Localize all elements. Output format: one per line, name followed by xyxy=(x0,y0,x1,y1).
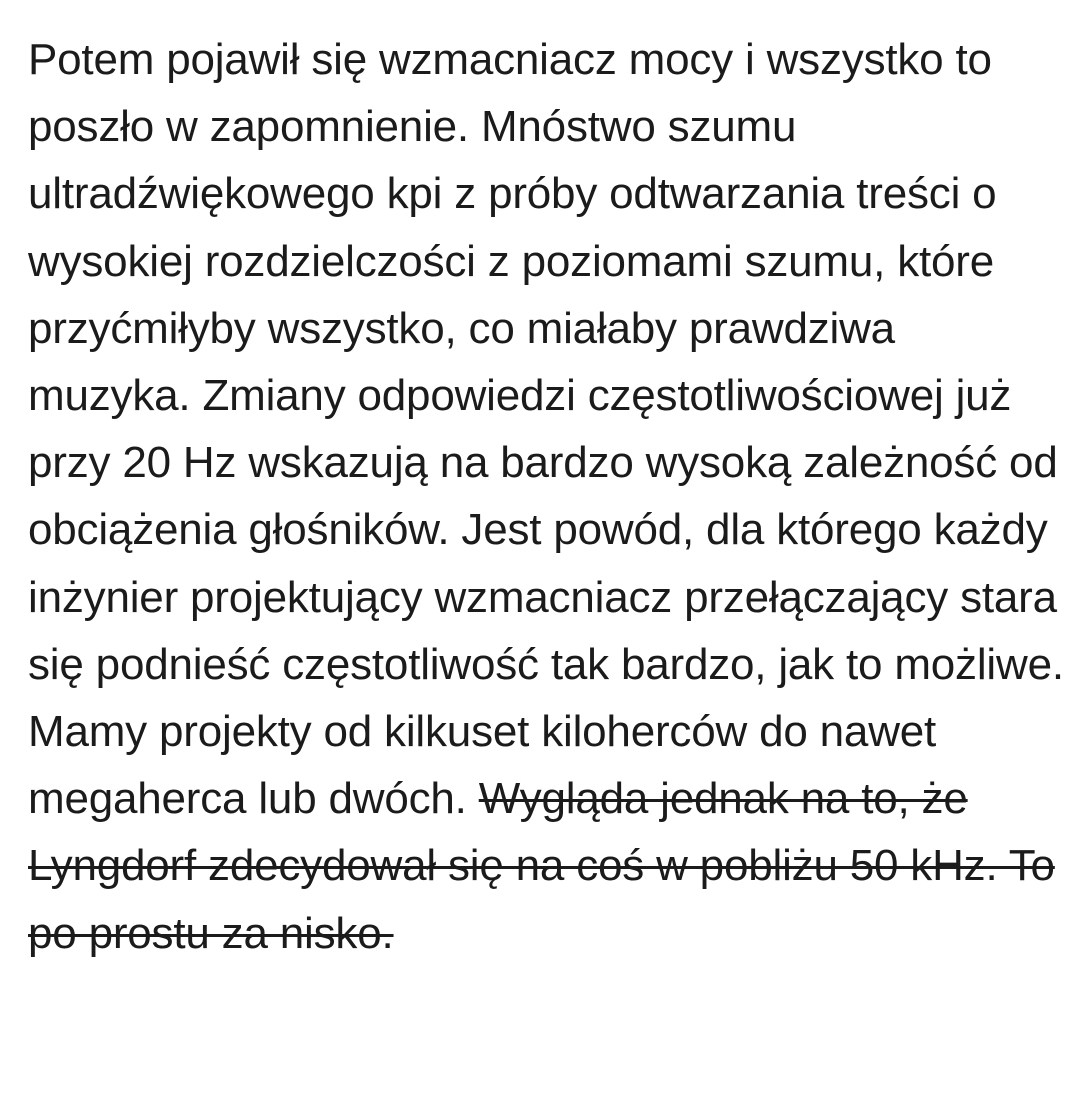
paragraph-text: Potem pojawił się wzmacniacz mocy i wszystko to poszło w zapomnienie. Mnóstwo szumu ultradźwiękowego kpi z próby odtwarzania treści o wysokiej rozdzielczości z poziomami szumu, które przyćmiłyby wszystko, co miałaby prawdziwa muzyka. Zmiany odpowiedzi częstotliwościowej już przy 20 Hz wskazują na bardzo wysoką zależność od obciążenia głośników. Jest powód, dla którego każdy inżynier projektujący wzmacniacz przełączający stara się podnieść częstotliwość tak bardzo, jak to możliwe. Mamy projekty od kilkuset kiloherców do nawet megaherca lub dwóch. xyxy=(28,35,1064,824)
strikethrough-text: Wygląda jednak na to, że Lyngdorf zdecydował się na coś w pobliżu 50 kHz. To po prostu za nisko. xyxy=(28,774,1055,958)
body-paragraph xyxy=(28,26,1068,967)
